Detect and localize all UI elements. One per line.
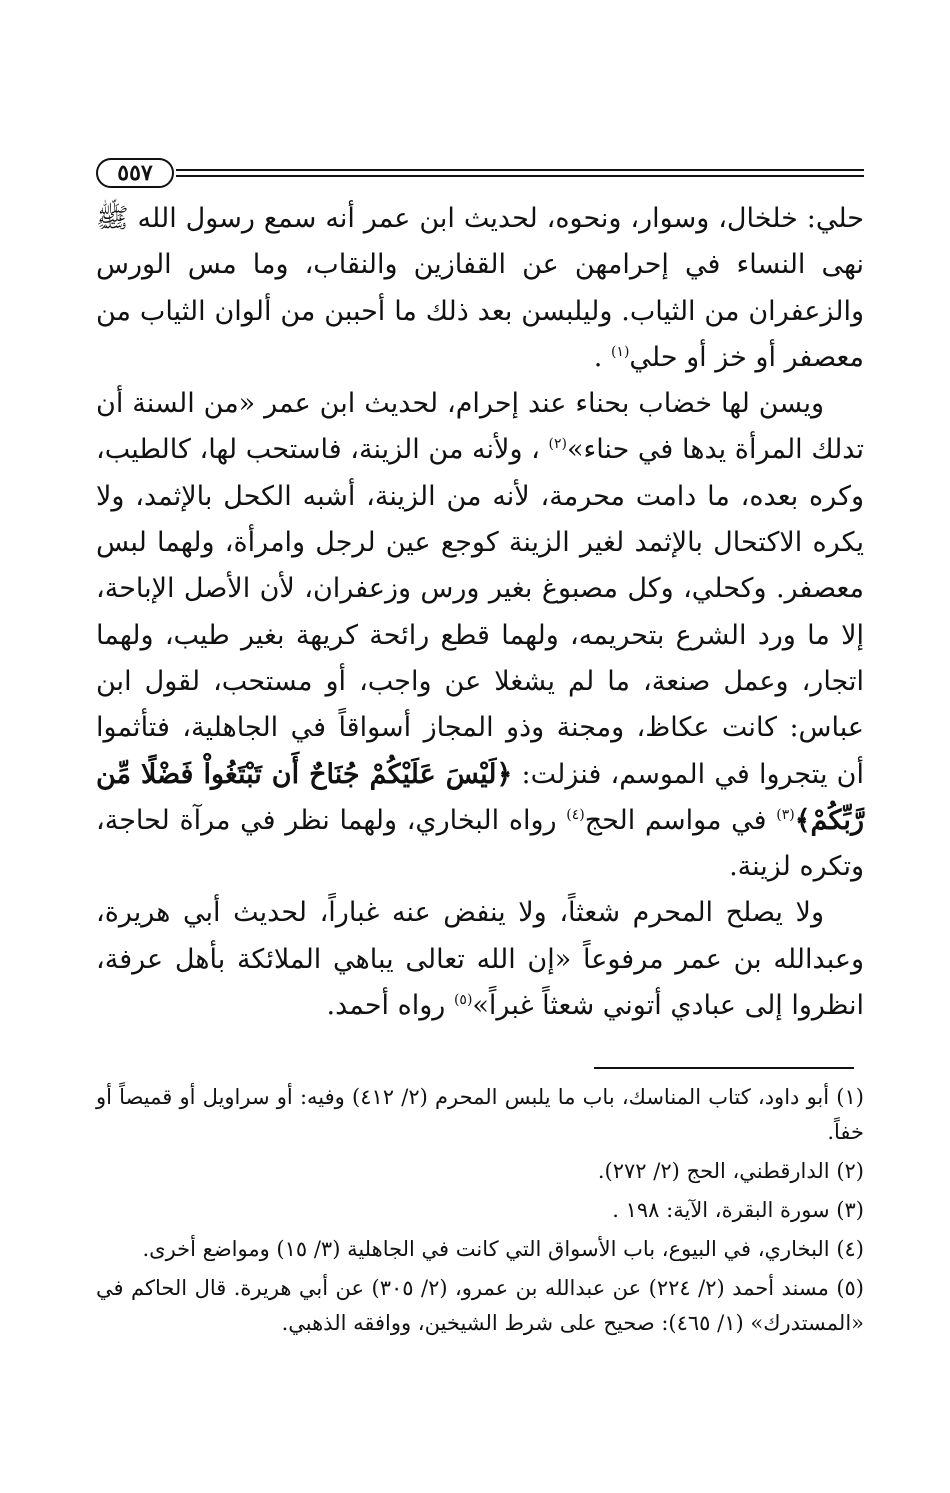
paragraph — [96, 196, 864, 381]
paragraph-text: حلي: خلخال، وسوار، ونحوه، لحديث ابن عمر أنه سمع رسول الله ﷺ نهى النساء في إحرامهن عن القفازين والنقاب، وما مس الورس والزعفران من الثياب. وليلبسن بعد ذلك ما أحببن من ألوان الثياب من معصفر أو خز أو حلي — [96, 203, 864, 373]
paragraph-text: . — [593, 341, 611, 373]
footnote-marker: (٣) — [776, 806, 795, 823]
paragraph-text: ولا يصلح المحرم شعثاً، ولا ينفض عنه غباراً، لحديث أبي هريرة، وعبدالله بن عمر مرفوعاً «إن الله تعالى يباهي الملائكة بأهل عرفة، انظروا إلى عبادي أتوني شعثاً غبراً» — [96, 897, 864, 1022]
footnote-marker: (٤) — [566, 806, 585, 823]
footnote-separator — [594, 1067, 854, 1069]
main-text — [96, 196, 864, 1029]
footnotes — [96, 1080, 864, 1345]
header-rule-bottom — [176, 175, 864, 177]
page-number: ٥٥٧ — [96, 158, 174, 188]
footnote: (٥) مسند أحمد (٢/ ٢٢٤) عن عبدالله بن عمرو، (٢/ ٣٠٥) عن أبي هريرة. قال الحاكم في «المستدرك» (١/ ٤٦٥): صحيح على شرط الشيخين، ووافقه الذهبي. — [96, 1276, 864, 1335]
quran-verse: ﴿لَيْسَ عَلَيْكُمْ جُنَاحٌ أَن تَبْتَغُواْ فَضْلًا مِّن رَّبِّكُمْ﴾ — [96, 758, 864, 836]
footnote: (١) أبو داود، كتاب المناسك، باب ما يلبس المحرم (٢/ ٤١٢) وفيه: أو سراويل أو قميصاً أو خفاً. — [96, 1085, 864, 1144]
paragraph-text: رواه أحمد. — [326, 990, 454, 1022]
paragraph-text: ، ولأنه من الزينة، فاستحب لها، كالطيب، وكره بعده، ما دامت محرمة، لأنه من الزينة، أشبه الكحل بالإثمد، ولا يكره الاكتحال بالإثمد لغير الزينة كوجع عين لرجل وامرأة، ولهما لبس معصفر. وكحلي، وكل مصبوغ بغير ورس وزعفران، لأن الأصل الإباحة، إلا ما ورد الشرع بتحريمه، ولهما قطع رائحة كريهة بغير طيب، ولهما اتجار، وعمل صنعة، ما لم يشغلا عن واجب، أو مستحب، لقول ابن عباس: كانت عكاظ، ومجنة وذو المجاز أسواقاً في الجاهلية، فتأثموا أن يتجروا في الموسم، فنزلت: — [96, 434, 865, 790]
header-rule-top — [176, 169, 864, 171]
footnote-marker: (٢) — [548, 436, 567, 453]
paragraph-text: في مواسم الحج — [584, 804, 777, 836]
footnote: (٢) الدارقطني، الحج (٢/ ٢٧٢). — [597, 1159, 864, 1183]
footnote: (٣) سورة البقرة، الآية: ١٩٨ . — [612, 1198, 864, 1222]
footnote-marker: (١) — [610, 343, 630, 360]
footnote-marker: (٥) — [453, 992, 473, 1009]
paragraph-text: ويسن لها خضاب بحناء عند إحرام، لحديث ابن عمر «من السنة أن تدلك المرأة يدها في حناء» — [96, 388, 864, 466]
paragraph — [96, 381, 864, 890]
page-header — [96, 158, 864, 192]
paragraph-text: رواه البخاري، ولهما نظر في مرآة لحاجة، وتكره لزينة. — [96, 804, 864, 883]
paragraph — [96, 890, 864, 1029]
footnote: (٤) البخاري، في البيوع، باب الأسواق التي كانت في الجاهلية (٣/ ١٥) ومواضع أخرى. — [142, 1237, 864, 1261]
